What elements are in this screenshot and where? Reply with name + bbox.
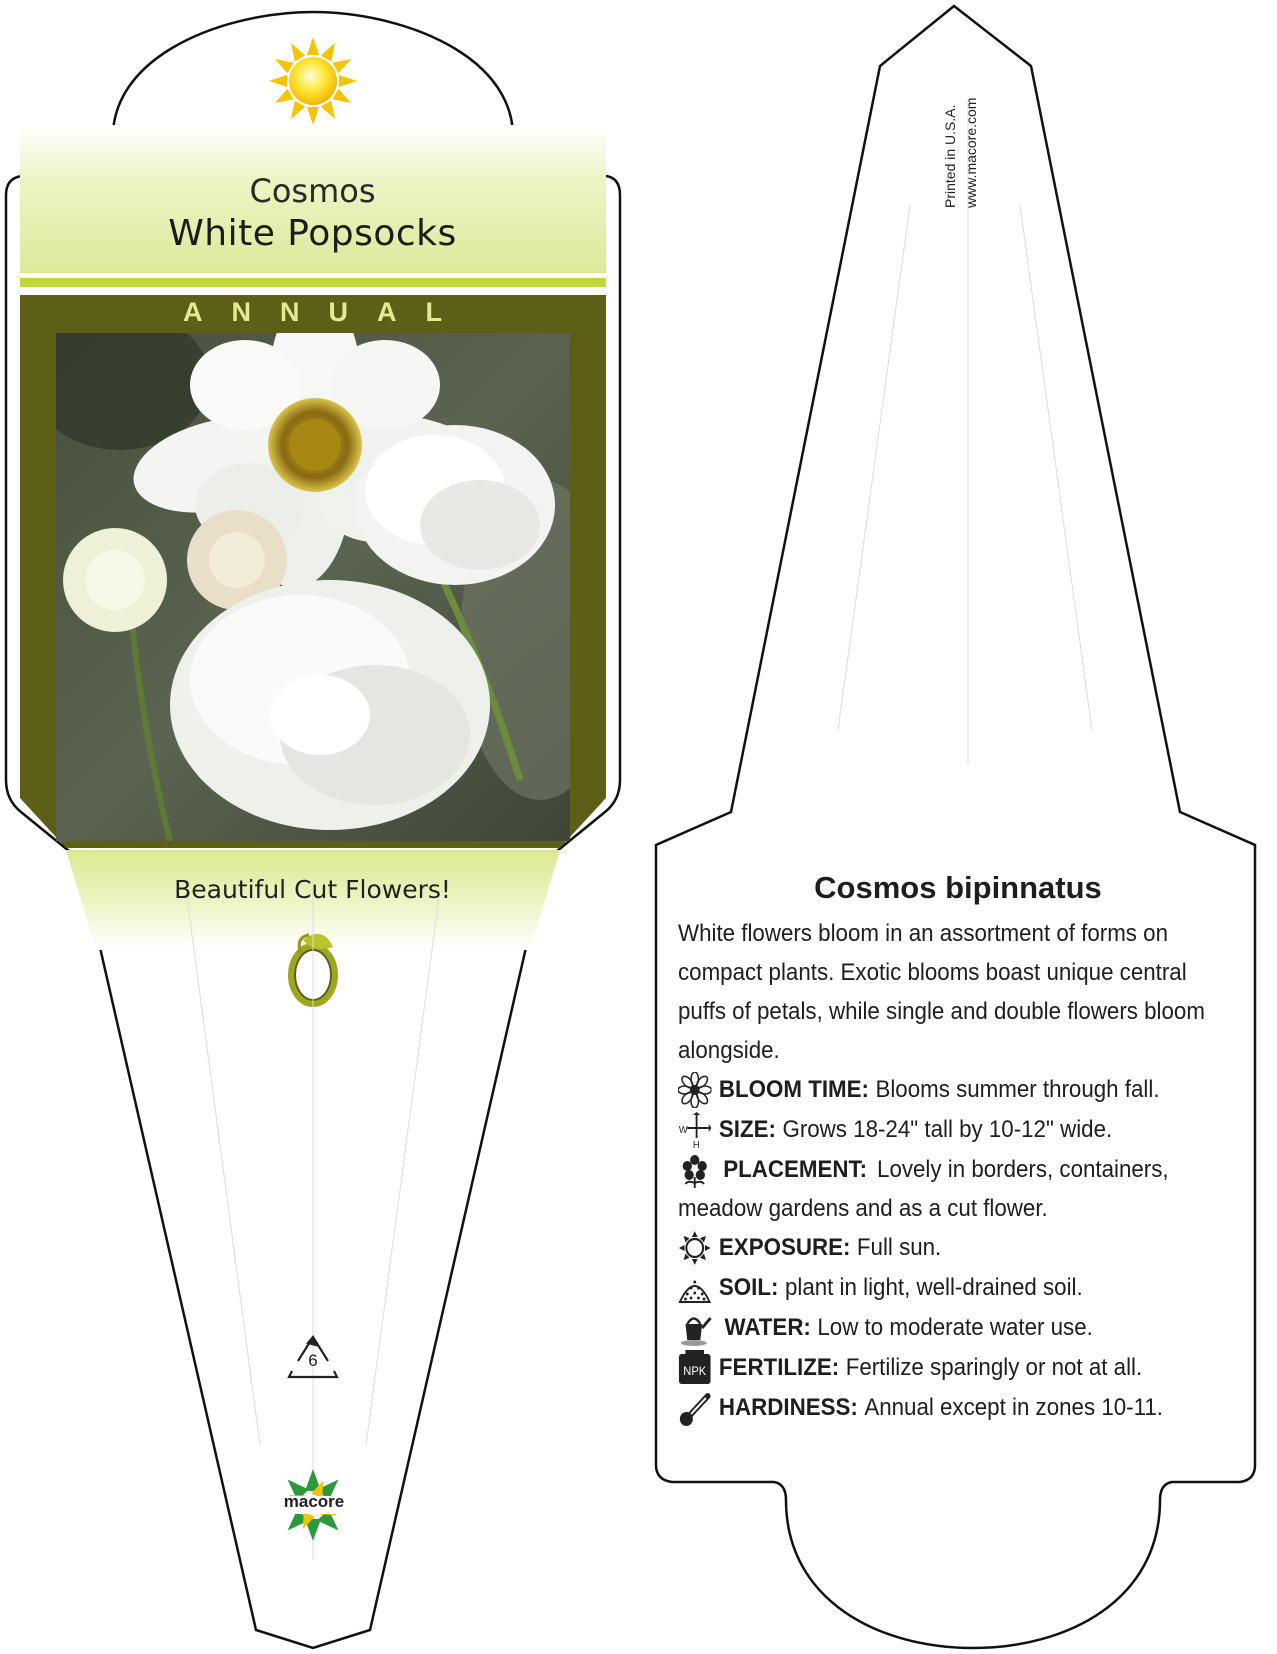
size-arrows-icon [678, 1112, 711, 1148]
plant-description: White flowers bloom in an assortment of forms on compact plants. Exotic blooms boast unique central puffs of petals, while single and double flowers bloom alongside. [678, 920, 1205, 1064]
recycle-number: 6 [308, 1351, 318, 1370]
attribute-placement [678, 1150, 1236, 1228]
soil-pile-icon [678, 1270, 711, 1306]
attribute-hardiness [678, 1388, 1236, 1428]
npk-label: NPK [683, 1365, 707, 1379]
attribute-soil [678, 1268, 1236, 1308]
npk-fertilizer-icon [678, 1350, 711, 1386]
brand-name: macore [283, 1492, 345, 1511]
attribute-label: SOIL: [718, 1274, 779, 1301]
attribute-value: Blooms summer through fall. [875, 1076, 1160, 1103]
back-content [678, 870, 1238, 1428]
bloom-flower-icon [678, 1072, 711, 1108]
attribute-label: EXPOSURE: [718, 1234, 851, 1261]
attribute-exposure [678, 1228, 1236, 1268]
attribute-value: Annual except in zones 10-11. [864, 1394, 1163, 1421]
watering-can-icon [678, 1310, 711, 1346]
printed-in-text: Printed in U.S.A. [942, 104, 958, 208]
attribute-label: HARDINESS: [718, 1394, 858, 1421]
attribute-label: FERTILIZE: [718, 1354, 840, 1381]
flower-photo [30, 295, 620, 841]
attribute-value: Low to moderate water use. [817, 1314, 1093, 1341]
attribute-value: Lovely in borders, containers, meadow gardens and as a cut flower. [678, 1156, 1169, 1222]
attribute-label: BLOOM TIME: [718, 1076, 869, 1103]
attribute-value: Grows 18-24" tall by 10-12" wide. [782, 1116, 1113, 1143]
category-label: ANNUAL [183, 297, 471, 327]
plant-genus: Cosmos [249, 172, 376, 210]
attribute-size [678, 1110, 1236, 1150]
lime-stripe [20, 278, 606, 287]
size-w-letter: W [678, 1124, 688, 1137]
sun-exposure-icon [678, 1230, 711, 1266]
scientific-name: Cosmos bipinnatus [814, 870, 1102, 905]
plant-variety: White Popsocks [168, 213, 457, 254]
attribute-list [678, 1070, 1236, 1428]
attribute-label: WATER: [724, 1314, 811, 1341]
attribute-fertilize [678, 1348, 1236, 1388]
thermometer-icon [678, 1390, 711, 1426]
attribute-bloom-time [678, 1070, 1236, 1110]
attribute-label: PLACEMENT: [723, 1156, 868, 1183]
attribute-value: plant in light, well-drained soil. [784, 1274, 1083, 1301]
tagline: Beautiful Cut Flowers! [174, 875, 451, 904]
placement-flower-icon [678, 1153, 711, 1189]
attribute-value: Full sun. [856, 1234, 942, 1261]
attribute-water [678, 1308, 1236, 1348]
attribute-label: SIZE: [718, 1116, 776, 1143]
website-text: www.macore.com [963, 97, 979, 208]
attribute-value: Fertilize sparingly or not at all. [845, 1354, 1143, 1381]
size-h-letter: H [692, 1139, 700, 1148]
